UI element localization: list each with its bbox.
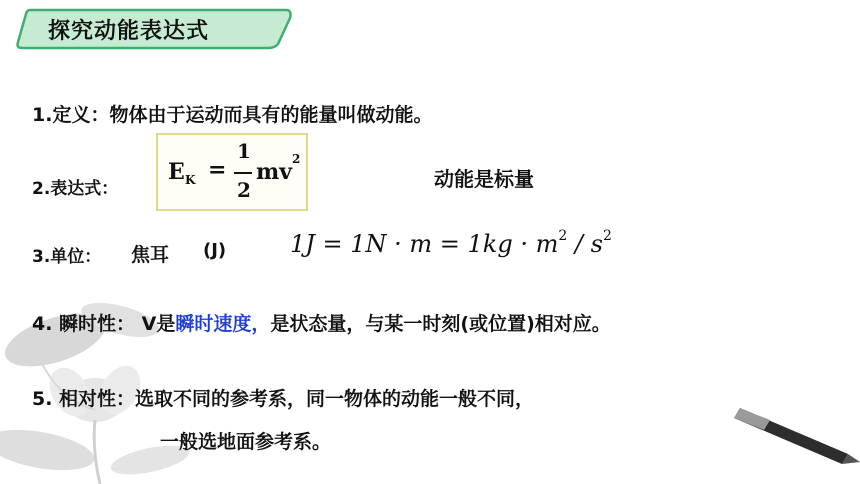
unit-label: 3.单位： — [32, 247, 102, 267]
instantaneity-prefix: 4. 瞬时性： V是 — [32, 313, 176, 335]
formula-fraction-bar — [234, 172, 252, 174]
definition-text: 1.定义：物体由于运动而具有的能量叫做动能。 — [32, 104, 433, 126]
page-title: 探究动能表达式 — [48, 19, 210, 44]
formula-equals: = — [208, 157, 227, 183]
unit-equation-part2: / s — [567, 230, 603, 258]
formula-lhs: E — [168, 159, 185, 185]
unit-equation-exp1: 2 — [558, 228, 568, 244]
formula-exponent: 2 — [292, 152, 301, 166]
relativity-text-line1: 5. 相对性：选取不同的参考系，同一物体的动能一般不同， — [32, 388, 535, 410]
expression-label: 2.表达式： — [32, 179, 119, 199]
instantaneity-highlight: 瞬时速度， — [175, 313, 271, 335]
unit-name: 焦耳 — [131, 244, 170, 266]
title-banner — [16, 6, 294, 52]
unit-equation — [290, 228, 612, 258]
kinetic-energy-formula-box — [156, 133, 308, 211]
scalar-note: 动能是标量 — [434, 167, 534, 191]
instantaneity-suffix: 是状态量，与某一时刻(或位置)相对应。 — [270, 313, 611, 335]
unit-equation-part1: 1J = 1N · m = 1kg · m — [290, 230, 559, 258]
relativity-text-line2: 一般选地面参考系。 — [160, 431, 332, 453]
instantaneity-text — [32, 309, 611, 336]
formula-numerator: 1 — [237, 139, 251, 163]
formula-lhs-subscript: K — [185, 173, 196, 187]
formula-denominator: 2 — [237, 178, 251, 202]
unit-symbol: (J) — [203, 240, 227, 261]
formula-rhs: mv — [256, 159, 293, 185]
unit-equation-exp2: 2 — [602, 228, 612, 244]
pen-decoration — [730, 400, 860, 470]
